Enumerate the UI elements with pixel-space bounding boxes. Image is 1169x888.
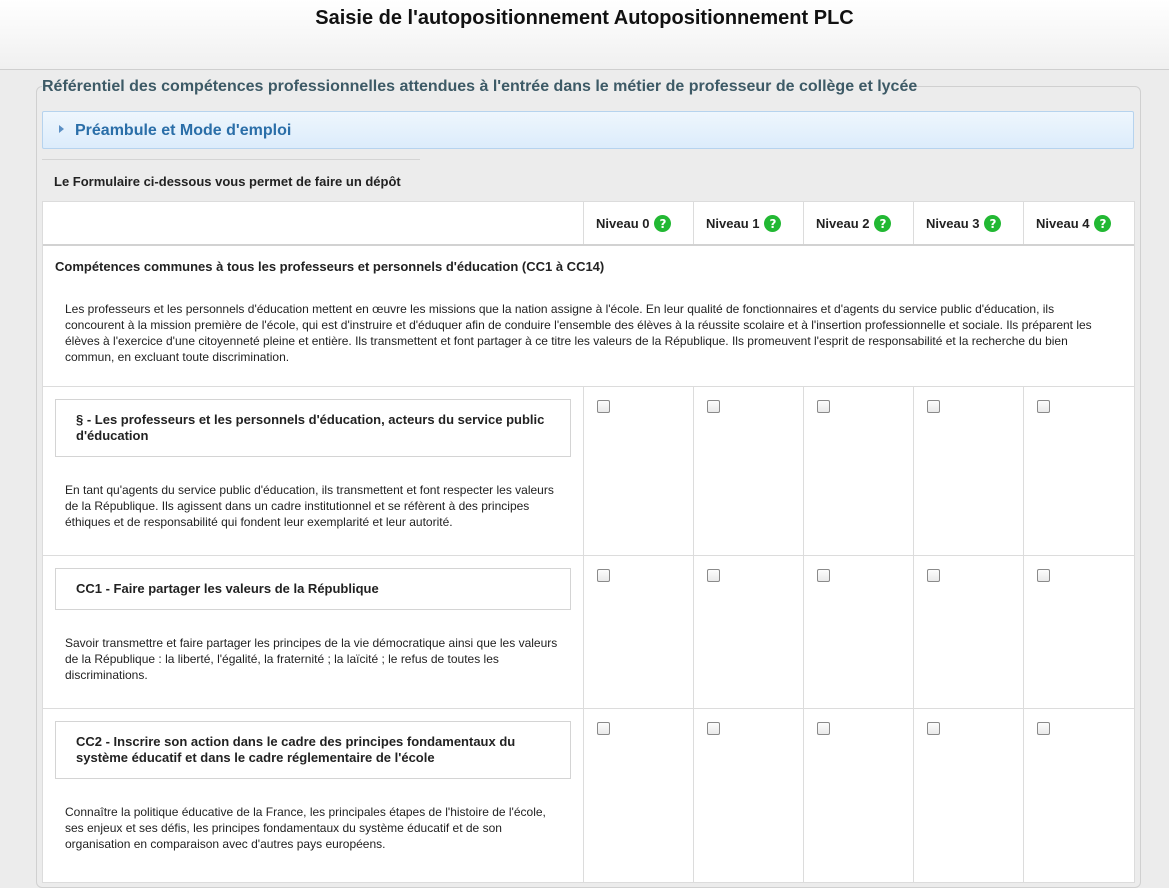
checkbox-row1-niveau-1[interactable] <box>707 400 720 413</box>
checkbox-row1-niveau-4[interactable] <box>1037 400 1050 413</box>
column-label: Niveau 4 <box>1036 216 1090 231</box>
competence-description: En tant qu'agents du service public d'éducation, ils transmettent et font respecter les valeurs de la République. Ils agissent dans un cadre institutionnel et se réfèrent à des principes éthiques et de responsabilité qui fondent leur exemplarité et leur autorité. <box>65 483 554 529</box>
expand-triangle-icon <box>59 125 64 133</box>
column-header-niveau-4 <box>1036 215 1111 232</box>
row-divider <box>43 708 1134 709</box>
competence-title-box <box>55 399 571 457</box>
checkbox-row1-niveau-3[interactable] <box>927 400 940 413</box>
divider <box>42 159 420 160</box>
panel-legend: Référentiel des compétences professionnelles attendues à l'entrée dans le métier de professeur de collège et lycée <box>42 78 918 95</box>
column-header-niveau-2 <box>816 215 891 232</box>
competences-table <box>42 201 1135 883</box>
column-header-niveau-1 <box>706 215 781 232</box>
checkbox-row1-niveau-2[interactable] <box>817 400 830 413</box>
column-header-niveau-0 <box>596 215 671 232</box>
checkbox-cc1-niveau-1[interactable] <box>707 569 720 582</box>
checkbox-cc2-niveau-4[interactable] <box>1037 722 1050 735</box>
help-icon[interactable]: ? <box>654 215 671 232</box>
page-header <box>0 0 1169 70</box>
competence-title: § - Les professeurs et les personnels d'éducation, acteurs du service public d'éducation <box>76 412 545 443</box>
checkbox-cc1-niveau-4[interactable] <box>1037 569 1050 582</box>
row-divider <box>43 386 1134 387</box>
column-label: Niveau 0 <box>596 216 650 231</box>
checkbox-cc2-niveau-1[interactable] <box>707 722 720 735</box>
row-divider <box>43 555 1134 556</box>
checkbox-cc2-niveau-3[interactable] <box>927 722 940 735</box>
help-icon[interactable]: ? <box>984 215 1001 232</box>
checkbox-cc2-niveau-0[interactable] <box>597 722 610 735</box>
checkbox-cc1-niveau-2[interactable] <box>817 569 830 582</box>
checkbox-cc1-niveau-0[interactable] <box>597 569 610 582</box>
competence-description: Connaître la politique éducative de la France, les principales étapes de l'histoire de l'école, ses enjeux et ses défis, les principes fondamentaux du système éducatif et de son organisation en comparaison avec d'autres pays européens. <box>65 805 546 851</box>
competence-title-box <box>55 568 571 610</box>
section-description: Les professeurs et les personnels d'éducation mettent en œuvre les missions que la nation assigne à l'école. En leur qualité de fonctionnaires et d'agents du service public d'éducation, ils concourent à la mission première de l'école, qui est d'instruire et d'éduquer afin de conduire l'ensemble des élèves à la réussite scolaire et à l'insertion professionnelle et sociale. Ils préparent les élèves à l'exercice d'une citoyenneté pleine et entière. Ils transmettent et font partager à ce titre les valeurs de la République. Ils promeuvent l'esprit de responsabilité et la recherche du bien commun, en excluant toute discrimination. <box>65 302 1092 364</box>
page-title: Saisie de l'autopositionnement Autopositionnement PLC <box>315 7 854 29</box>
column-label: Niveau 1 <box>706 216 760 231</box>
preamble-accordion[interactable] <box>42 111 1134 149</box>
help-icon[interactable]: ? <box>874 215 891 232</box>
column-header-niveau-3 <box>926 215 1001 232</box>
checkbox-cc1-niveau-3[interactable] <box>927 569 940 582</box>
competence-title: CC1 - Faire partager les valeurs de la République <box>76 581 379 596</box>
section-title: Compétences communes à tous les professeurs et personnels d'éducation (CC1 à CC14) <box>55 259 605 274</box>
competence-title: CC2 - Inscrire son action dans le cadre des principes fondamentaux du système éducatif et dans le cadre réglementaire de l'école <box>76 734 516 765</box>
column-label: Niveau 3 <box>926 216 980 231</box>
help-icon[interactable]: ? <box>764 215 781 232</box>
competence-title-box <box>55 721 571 779</box>
column-label: Niveau 2 <box>816 216 870 231</box>
form-intro-text: Le Formulaire ci-dessous vous permet de faire un dépôt <box>54 174 401 189</box>
competence-description: Savoir transmettre et faire partager les principes de la vie démocratique ainsi que les valeurs de la République : la liberté, l'égalité, la fraternité ; la laïcité ; le refus de toutes les discriminations. <box>65 636 558 682</box>
checkbox-row1-niveau-0[interactable] <box>597 400 610 413</box>
checkbox-cc2-niveau-2[interactable] <box>817 722 830 735</box>
section-row <box>43 246 1134 386</box>
help-icon[interactable]: ? <box>1094 215 1111 232</box>
accordion-label[interactable]: Préambule et Mode d'emploi <box>75 122 292 139</box>
